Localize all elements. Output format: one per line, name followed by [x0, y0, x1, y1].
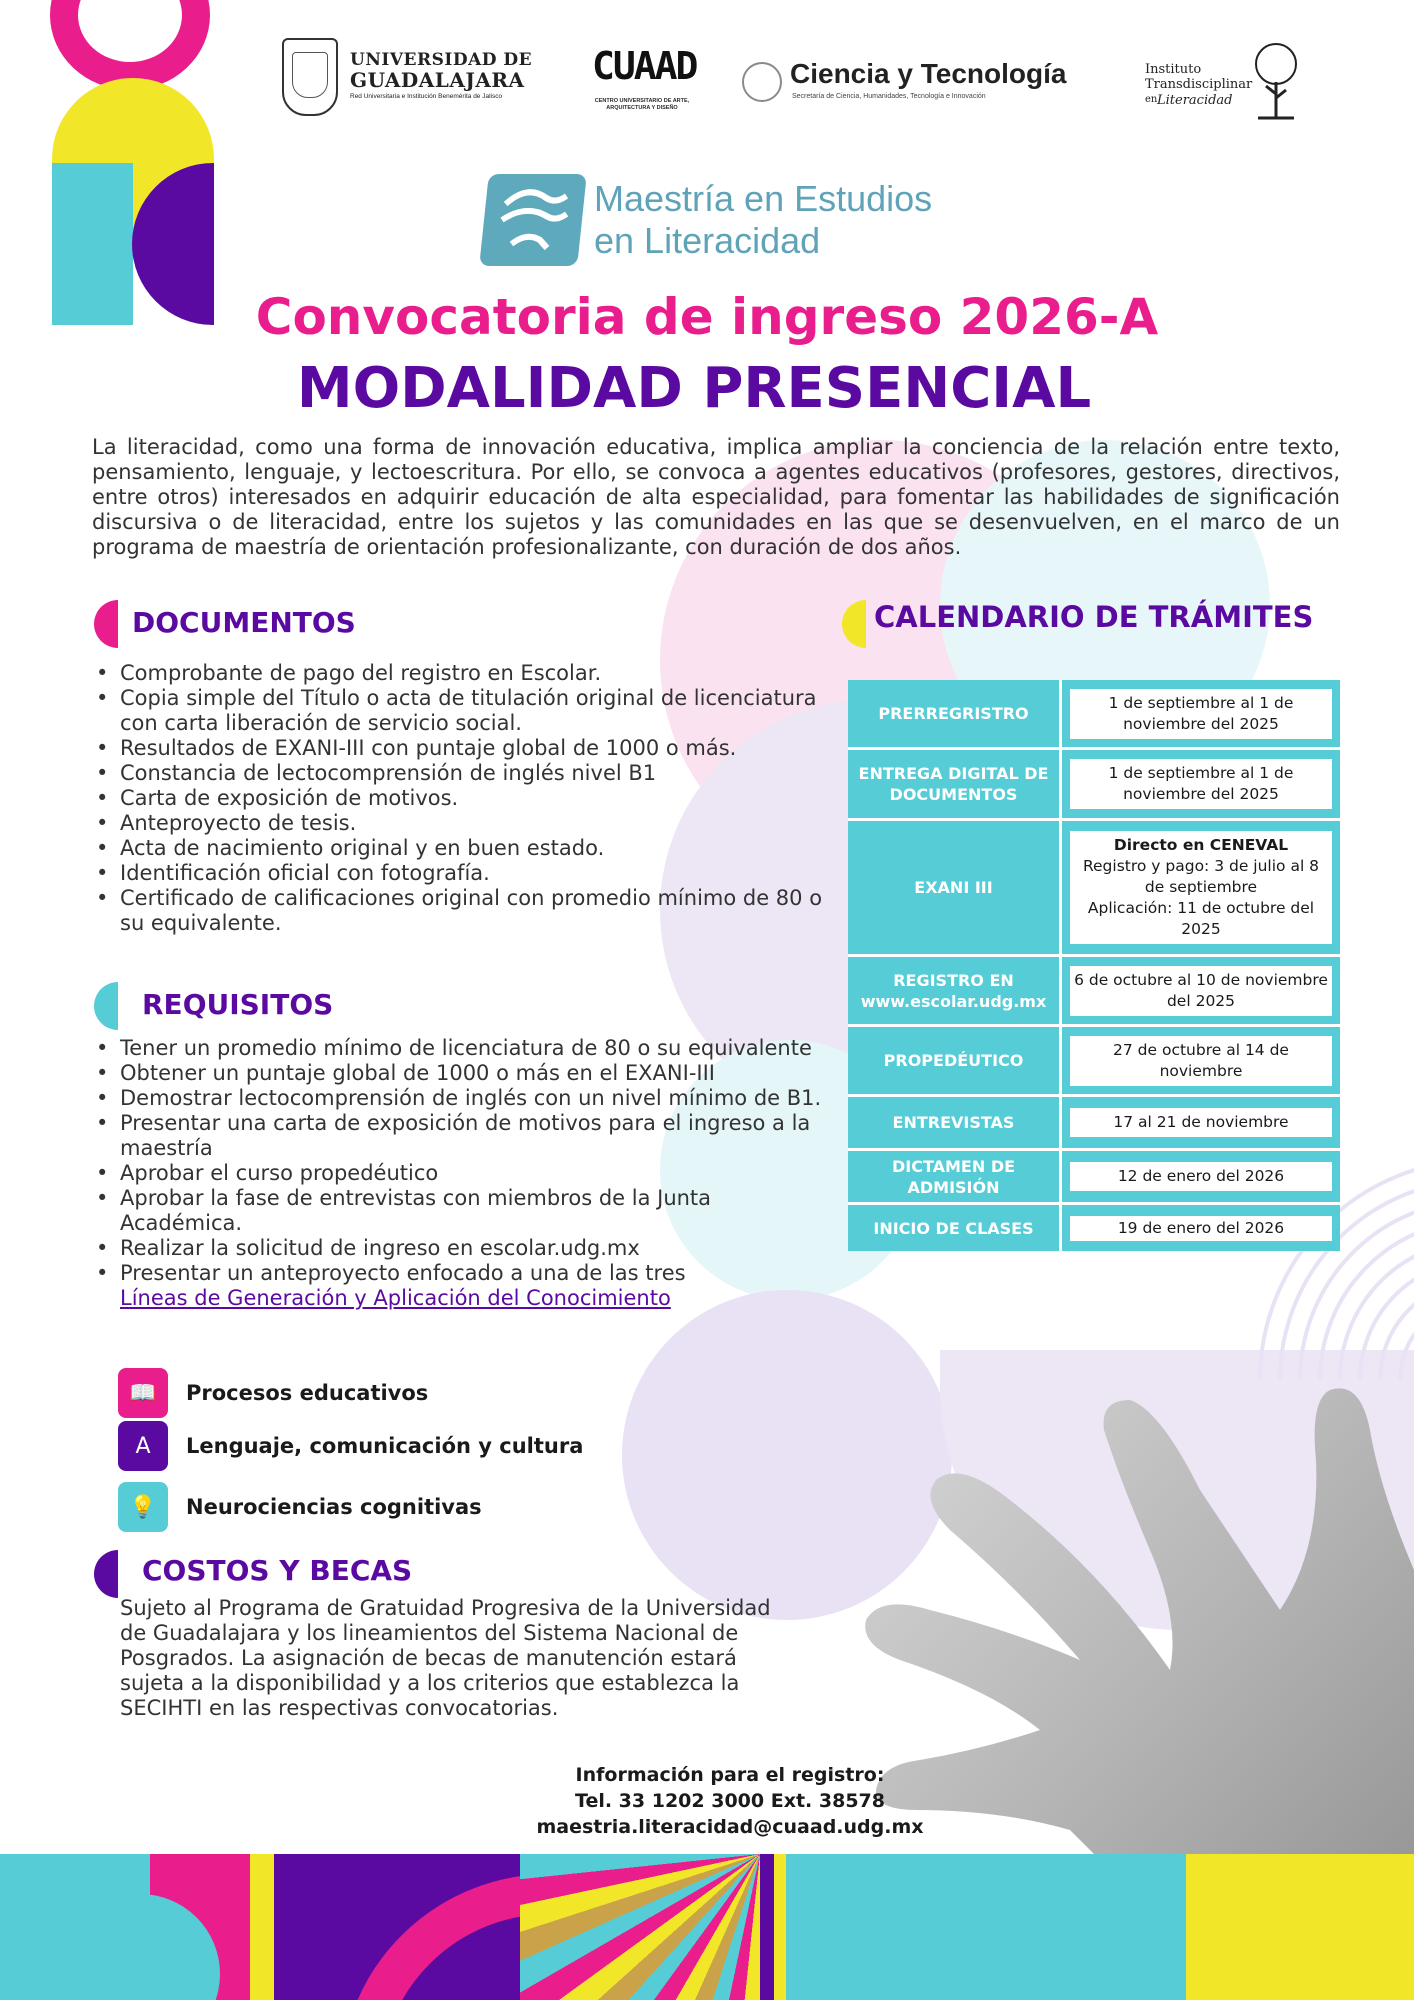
mexico-emblem-icon: [742, 62, 782, 102]
list-item: • Acta de nacimiento original y en buen estado.: [92, 836, 832, 861]
itl-line4: Literacidad: [1157, 93, 1233, 108]
costos-title: COSTOS Y BECAS: [142, 1554, 413, 1587]
documentos-marker: [94, 600, 118, 648]
list-item: • Anteproyecto de tesis.: [92, 811, 832, 836]
list-item: • Comprobante de pago del registro en Escolar.: [92, 661, 832, 686]
table-row: [848, 1097, 1340, 1151]
linea-label: Lenguaje, comunicación y cultura: [186, 1434, 584, 1458]
requisitos-list: [92, 1036, 832, 1311]
cal-value: 12 de enero del 2026: [1070, 1162, 1332, 1191]
language-icon: A: [118, 1421, 168, 1471]
list-item: • Aprobar la fase de entrevistas con miembros de la Junta Académica.: [92, 1186, 832, 1236]
linea-label: Neurociencias cognitivas: [186, 1495, 482, 1519]
contact-phone: Tel. 33 1202 3000 Ext. 38578: [575, 1790, 885, 1812]
brain-icon: 💡: [118, 1482, 168, 1532]
list-item: [92, 1261, 832, 1311]
requisitos-marker: [94, 982, 118, 1030]
udg-logo-name: [350, 50, 532, 90]
contact-heading: Información para el registro:: [575, 1764, 885, 1786]
list-item: • Resultados de EXANI-III con puntaje global de 1000 o más.: [92, 736, 832, 761]
table-row: [848, 1027, 1340, 1097]
costos-marker: [94, 1550, 118, 1598]
table-row: [848, 750, 1340, 821]
cal-label: ENTREVISTAS: [848, 1097, 1062, 1148]
cal-value: 19 de enero del 2026: [1070, 1216, 1332, 1241]
cal-value: [1070, 831, 1332, 944]
cal-value: 17 al 21 de noviembre: [1070, 1108, 1332, 1137]
udg-seal-logo: [282, 38, 338, 116]
list-item: • Carta de exposición de motivos.: [92, 786, 832, 811]
list-item: • Obtener un puntaje global de 1000 o más en el EXANI-III: [92, 1061, 832, 1086]
list-item: • Copia simple del Título o acta de titulación original de licenciatura con carta liberación de servicio social.: [92, 686, 832, 736]
list-item: • Tener un promedio mínimo de licenciatura de 80 o su equivalente: [92, 1036, 832, 1061]
list-item: • Demostrar lectocomprensión de inglés con un nivel mínimo de B1.: [92, 1086, 832, 1111]
modalidad-title: MODALIDAD PRESENCIAL: [296, 356, 1092, 421]
cal-label: PROPEDÉUTICO: [848, 1027, 1062, 1094]
costos-text: Sujeto al Programa de Gratuidad Progresiva de la Universidad de Guadalajara y los lineamientos del Sistema Nacional de Posgrados. La asignación de becas de manutención estará sujeta a la disponibilidad y a los criterios que establezca la SECIHTI en las respectivas convocatorias.: [120, 1596, 771, 1720]
list-item: • Constancia de lectocomprensión de inglés nivel B1: [92, 761, 832, 786]
ct-logo-title: Ciencia y Tecnología: [790, 58, 1067, 89]
program-title: [594, 178, 932, 262]
cal-value: 6 de octubre al 10 de noviembre del 2025: [1070, 966, 1332, 1016]
cuaad-logo-sub: CENTRO UNIVERSITARIO DE ARTE, ARQUITECTURA Y DISEÑO: [594, 98, 690, 111]
tree-icon: [1248, 42, 1304, 122]
program-title-line2: en Literacidad: [594, 220, 821, 261]
itl-line3: en: [1145, 94, 1158, 105]
book-icon: 📖: [118, 1368, 168, 1418]
cal-label: ENTREGA DIGITAL DE DOCUMENTOS: [848, 750, 1062, 818]
band-cyan-2: [786, 1854, 1196, 2000]
list-item: • Identificación oficial con fotografía.: [92, 861, 832, 886]
table-row: [848, 1151, 1340, 1205]
udg-name-line1: UNIVERSIDAD DE: [350, 50, 533, 70]
calendario-table: [848, 680, 1340, 1251]
cal-value: 1 de septiembre al 1 de noviembre del 2025: [1070, 759, 1332, 809]
requisitos-title: REQUISITOS: [142, 988, 334, 1021]
table-row: [848, 821, 1340, 957]
cal-value: 1 de septiembre al 1 de noviembre del 2025: [1070, 689, 1332, 739]
udg-name-line2: GUADALAJARA: [350, 68, 525, 92]
contact-info: [380, 1762, 1080, 1840]
cal-label: PRERREGRISTRO: [848, 680, 1062, 747]
cal-label: DICTAMEN DE ADMISIÓN: [848, 1151, 1062, 1202]
deco-magenta-ring: [50, 0, 210, 90]
bottom-decorative-band: [0, 1854, 1414, 2000]
band-yellow-3: [1186, 1854, 1414, 2000]
list-item: • Presentar una carta de exposición de motivos para el ingreso a la maestría: [92, 1111, 832, 1161]
documentos-title: DOCUMENTOS: [132, 606, 356, 639]
cuaad-logo: CUAAD: [592, 44, 697, 88]
linea-lenguaje: [118, 1421, 583, 1471]
calendario-title: CALENDARIO DE TRÁMITES: [874, 600, 1314, 634]
documentos-list: [92, 661, 832, 936]
table-row: [848, 957, 1340, 1027]
band-sunburst: [520, 1854, 760, 2000]
cal-value-line: Registro y pago: 3 de julio al 8 de septiembre: [1082, 857, 1320, 896]
ct-logo-sub: Secretaría de Ciencia, Humanidades, Tecnología e Innovación: [792, 93, 986, 100]
band-yellow: [250, 1854, 274, 2000]
program-title-line1: Maestría en Estudios: [594, 178, 933, 219]
itl-line1: Instituto: [1145, 62, 1202, 77]
band-yellow-2: [774, 1854, 786, 2000]
list-item: • Certificado de calificaciones original con promedio mínimo de 80 o su equivalente.: [92, 886, 832, 936]
table-row: [848, 1205, 1340, 1251]
intro-paragraph: La literacidad, como una forma de innovación educativa, implica ampliar la conciencia de la relación entre texto, pensamiento, lenguaje, y lectoescritura. Por ello, se convoca a agentes educativos (profesores, gestores, directivos, entre otros) interesados en adquirir educación de alta especialidad, para fomentar las habilidades de significación discursiva o de literacidad, entre los sujetos y las comunidades en las que se desenvuelven, en el marco de un programa de maestría de orientación profesionalizante, con duración de dos años.: [92, 435, 1340, 559]
linea-label: Procesos educativos: [186, 1381, 429, 1405]
list-item-text: Presentar un anteproyecto enfocado a una de las tres: [120, 1261, 686, 1285]
udg-logo-sub: Red Universitaria e Institución Benemérita de Jalisco: [350, 93, 503, 100]
itl-logo-text: [1145, 62, 1252, 108]
cal-value-bold: Directo en CENEVAL: [1113, 836, 1289, 854]
linea-procesos-educativos: [118, 1368, 428, 1418]
cal-label: INICIO DE CLASES: [848, 1205, 1062, 1251]
linea-neurociencias: [118, 1482, 482, 1532]
cal-label: EXANI III: [848, 821, 1062, 954]
itl-line2: Transdisciplinar: [1145, 77, 1253, 92]
program-logo-icon: [479, 174, 587, 266]
cal-value-line2: Aplicación: 11 de octubre del 2025: [1087, 899, 1315, 938]
cal-label: REGISTRO EN www.escolar.udg.mx: [848, 957, 1062, 1024]
list-item: • Aprobar el curso propedéutico: [92, 1161, 832, 1186]
convocatoria-title: Convocatoria de ingreso 2026-A: [255, 288, 1159, 346]
list-item: • Realizar la solicitud de ingreso en escolar.udg.mx: [92, 1236, 832, 1261]
lgac-link[interactable]: Líneas de Generación y Aplicación del Conocimiento: [120, 1286, 671, 1310]
contact-email[interactable]: maestria.literacidad@cuaad.udg.mx: [536, 1816, 924, 1838]
table-row: [848, 680, 1340, 750]
cal-value: 27 de octubre al 14 de noviembre: [1070, 1036, 1332, 1086]
